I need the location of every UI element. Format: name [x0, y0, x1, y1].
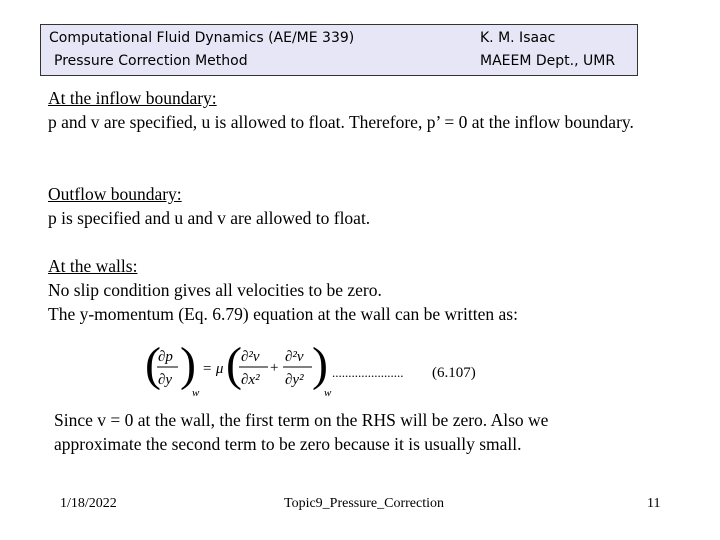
- course-title: Computational Fluid Dynamics (AE/ME 339): [49, 30, 355, 46]
- eq-term1-denominator: ∂x²: [241, 372, 260, 388]
- eq-close-paren: ): [180, 339, 196, 391]
- footer-title: Topic9_Pressure_Correction: [284, 496, 444, 511]
- outflow-section: [48, 182, 370, 230]
- author-name: K. M. Isaac: [480, 30, 556, 46]
- note-paragraph: Since v = 0 at the wall, the first term on the RHS will be zero. Also we approximate the second term to be zero because it is usually small.: [54, 410, 549, 454]
- eq-dots: ......................: [332, 365, 404, 380]
- page-number: 11: [647, 496, 661, 511]
- eq-plus: +: [270, 360, 279, 376]
- inflow-section: [48, 86, 648, 134]
- eq-lhs-numerator: ∂p: [158, 349, 173, 365]
- walls-section: [48, 254, 518, 326]
- header-right: [480, 27, 615, 73]
- equation-6-107: [142, 339, 502, 401]
- eq-subscript-w: w: [192, 387, 200, 399]
- eq-open-paren: (: [145, 339, 161, 391]
- eq-term2-numerator: ∂²v: [285, 349, 304, 365]
- eq-number: (6.107): [432, 365, 476, 381]
- eq-open-paren-2: (: [226, 339, 242, 391]
- walls-heading: At the walls:: [48, 256, 138, 276]
- eq-subscript-w-2: w: [324, 387, 332, 399]
- inflow-text: p and v are specified, u is allowed to float. Therefore, p’ = 0 at the inflow boundary.: [48, 112, 634, 132]
- department: MAEEM Dept., UMR: [480, 53, 616, 69]
- header-left: [49, 27, 354, 73]
- inflow-heading: At the inflow boundary:: [48, 88, 217, 108]
- slide-header: [40, 24, 638, 76]
- eq-close-paren-2: ): [312, 339, 328, 391]
- eq-lhs-denominator: ∂y: [158, 372, 173, 388]
- eq-term1-numerator: ∂²v: [241, 349, 260, 365]
- topic-title: Pressure Correction Method: [54, 53, 248, 69]
- outflow-text: p is specified and u and v are allowed to float.: [48, 208, 371, 228]
- footer-date: 1/18/2022: [60, 496, 117, 511]
- outflow-heading: Outflow boundary:: [48, 184, 182, 204]
- walls-line-2: The y-momentum (Eq. 6.79) equation at the wall can be written as:: [48, 304, 518, 324]
- walls-line-1: No slip condition gives all velocities to be zero.: [48, 280, 382, 300]
- eq-term2-denominator: ∂y²: [285, 372, 304, 388]
- eq-equals-mu: = μ: [202, 361, 224, 377]
